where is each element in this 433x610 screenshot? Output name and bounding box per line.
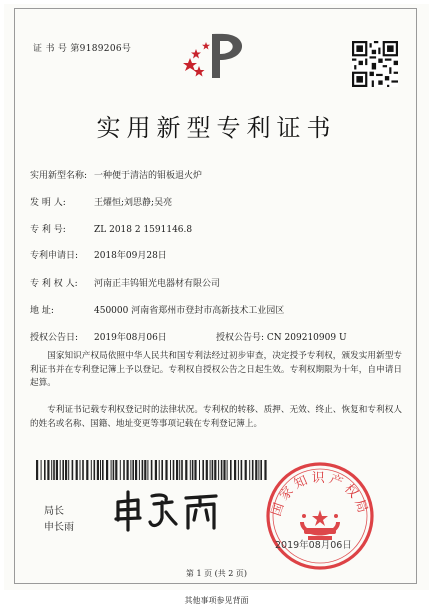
grant-number-field <box>216 330 347 343</box>
field-value: 王燿恒;刘思静;吴亮 <box>94 198 173 208</box>
field-label: 授权公告号: <box>216 333 265 343</box>
field-value: 2018年09月28日 <box>94 251 167 261</box>
page-indicator: 第 1 页 (共 2 页) <box>185 569 248 578</box>
official-seal-icon <box>264 460 376 572</box>
bottom-note: 其他事项参见背面 <box>184 596 249 605</box>
body-paragraph-1: 国家知识产权局依照中华人民共和国专利法经过初步审查，决定授予专利权，颁发实用新型专利证书并在专利登记簿上予以登记。专利权自授权公告之日起生效。专利权期限为十年，自申请日起算。 <box>30 351 402 388</box>
field-label: 专 利 权 人: <box>30 279 78 289</box>
certificate-title: 实用新型专利证书 <box>96 114 337 142</box>
field-value: 450000 河南省郑州市登封市高新技术工业园区 <box>94 306 285 316</box>
field-value: 2019年08月06日 <box>94 333 167 343</box>
field-label: 地 址: <box>30 306 54 316</box>
seal-date: 2019年08月06日 <box>275 540 352 551</box>
inventor-field <box>30 195 172 208</box>
utility-model-name-field <box>30 168 202 181</box>
field-label: 授权公告日: <box>30 333 79 343</box>
certificate-number: 证 书 号 第9189206号 <box>33 44 132 54</box>
patentee-field <box>30 276 220 289</box>
signer-name: 申长雨 <box>44 522 74 533</box>
field-label: 发 明 人: <box>30 198 66 208</box>
field-value: ZL 2018 2 1591146.8 <box>94 225 193 235</box>
field-label: 专 利 号: <box>30 225 66 235</box>
qr-code-icon <box>352 41 398 87</box>
patent-number-field <box>30 222 192 235</box>
body-paragraph-2: 专利证书记载专利权登记时的法律状况。专利权的转移、质押、无效、终止、恢复和专利权人的姓名或名称、国籍、地址变更等事项记载在专利登记簿上。 <box>30 405 402 429</box>
signer-title: 局长 <box>44 506 64 517</box>
address-field <box>30 303 284 316</box>
field-value: 河南正丰钨钼光电器材有限公司 <box>94 279 221 289</box>
field-value: CN 209210909 U <box>266 333 347 343</box>
cnipa-logo-icon <box>182 30 252 82</box>
field-label: 实用新型名称: <box>30 171 88 181</box>
handwritten-signature <box>108 488 228 534</box>
field-value: 一种便于清洁的钼板退火炉 <box>94 171 203 181</box>
application-date-field <box>30 248 167 261</box>
grant-date-field <box>30 330 167 343</box>
barcode-icon <box>36 460 268 480</box>
seal-text: 国家知识产权局 <box>269 471 371 519</box>
field-label: 专利申请日: <box>30 251 79 261</box>
